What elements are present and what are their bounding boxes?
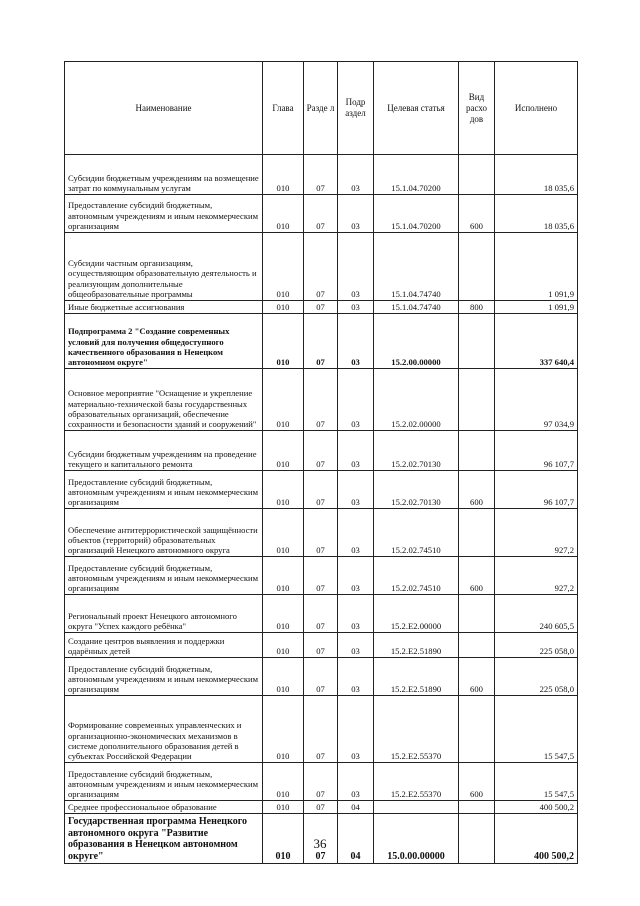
cell-statya: 15.2.02.00000 (374, 369, 459, 431)
cell-glava: 010 (263, 301, 304, 314)
cell-ispolneno: 225 058,0 (495, 633, 578, 658)
cell-statya: 15.1.04.74740 (374, 233, 459, 301)
cell-razdel: 07 (304, 369, 338, 431)
cell-razdel: 07 (304, 696, 338, 763)
table-row (65, 658, 578, 696)
cell-glava: 010 (263, 314, 304, 369)
cell-vid (459, 155, 495, 195)
cell-glava: 010 (263, 155, 304, 195)
cell-ispolneno: 1 091,9 (495, 233, 578, 301)
cell-podrazdel: 03 (338, 233, 374, 301)
cell-ispolneno: 18 035,6 (495, 195, 578, 233)
cell-glava: 010 (263, 658, 304, 696)
table-row (65, 471, 578, 509)
header-statya: Целевая статья (374, 62, 459, 155)
page-number: 36 (313, 836, 327, 851)
cell-podrazdel: 03 (338, 557, 374, 595)
table-row (65, 633, 578, 658)
cell-razdel: 07 (304, 801, 338, 814)
cell-name: Субсидии бюджетным учреждениям на проведение текущего и капитального ремонта (65, 431, 263, 471)
cell-vid: 600 (459, 658, 495, 696)
cell-vid (459, 595, 495, 633)
cell-name: Предоставление субсидий бюджетным, автономным учреждениям и иным некоммерческим организациям (65, 763, 263, 801)
table-header-row (65, 62, 578, 155)
cell-name: Предоставление субсидий бюджетным, автономным учреждениям и иным некоммерческим организациям (65, 195, 263, 233)
cell-razdel: 07 (304, 431, 338, 471)
cell-razdel: 07 (304, 557, 338, 595)
cell-glava: 010 (263, 763, 304, 801)
cell-ispolneno: 96 107,7 (495, 471, 578, 509)
cell-statya: 15.1.04.74740 (374, 301, 459, 314)
cell-ispolneno: 400 500,2 (495, 801, 578, 814)
cell-glava: 010 (263, 509, 304, 557)
cell-podrazdel: 03 (338, 301, 374, 314)
header-podrazdel: Подр аздел (338, 62, 374, 155)
cell-statya: 15.2.E2.00000 (374, 595, 459, 633)
cell-statya: 15.2.02.70130 (374, 471, 459, 509)
cell-ispolneno: 15 547,5 (495, 696, 578, 763)
cell-razdel: 07 (304, 155, 338, 195)
cell-statya: 15.2.E2.55370 (374, 763, 459, 801)
cell-razdel: 07 (304, 233, 338, 301)
cell-name: Подпрограмма 2 "Создание современных условий для получения общедоступного качественного образования в Ненецком автономном округе" (65, 314, 263, 369)
cell-vid: 600 (459, 471, 495, 509)
cell-vid (459, 369, 495, 431)
cell-ispolneno: 927,2 (495, 557, 578, 595)
cell-glava: 010 (263, 595, 304, 633)
table-row (65, 301, 578, 314)
cell-vid: 600 (459, 195, 495, 233)
cell-podrazdel: 03 (338, 195, 374, 233)
cell-ispolneno: 15 547,5 (495, 763, 578, 801)
table-row (65, 195, 578, 233)
cell-glava: 010 (263, 633, 304, 658)
cell-glava: 010 (263, 195, 304, 233)
cell-name: Предоставление субсидий бюджетным, автономным учреждениям и иным некоммерческим организациям (65, 471, 263, 509)
cell-podrazdel: 03 (338, 633, 374, 658)
cell-name: Обеспечение антитеррористической защищённости объектов (территорий) образовательных организаций Ненецкого автономного округа (65, 509, 263, 557)
table-row (65, 801, 578, 814)
cell-vid: 600 (459, 557, 495, 595)
table-row (65, 369, 578, 431)
cell-name: Формирование современных управленческих и организационно-экономических механизмов в системе дополнительного образования детей в субъектах Российской Федерации (65, 696, 263, 763)
cell-vid (459, 509, 495, 557)
cell-statya (374, 801, 459, 814)
cell-ispolneno: 1 091,9 (495, 301, 578, 314)
cell-razdel: 07 (304, 471, 338, 509)
table-row (65, 763, 578, 801)
cell-podrazdel: 03 (338, 509, 374, 557)
cell-glava: 010 (263, 431, 304, 471)
cell-vid: 600 (459, 763, 495, 801)
cell-razdel: 07 (304, 763, 338, 801)
cell-vid (459, 233, 495, 301)
cell-razdel: 07 (304, 195, 338, 233)
cell-razdel: 07 (304, 595, 338, 633)
cell-statya: 15.2.02.74510 (374, 557, 459, 595)
cell-glava: 010 (263, 369, 304, 431)
cell-glava: 010 (263, 801, 304, 814)
cell-glava: 010 (263, 557, 304, 595)
cell-razdel: 07 (304, 314, 338, 369)
cell-podrazdel: 04 (338, 814, 374, 864)
cell-glava: 010 (263, 814, 304, 864)
table-body (65, 155, 578, 864)
header-razdel: Разде л (304, 62, 338, 155)
budget-table (64, 61, 578, 864)
cell-statya: 15.2.E2.55370 (374, 696, 459, 763)
table-row (65, 509, 578, 557)
cell-podrazdel: 03 (338, 763, 374, 801)
cell-name: Субсидии частным организациям, осуществляющим образовательную деятельность и реализующим дополнительные общеобразовательные программы (65, 233, 263, 301)
cell-name: Субсидии бюджетным учреждениям на возмещение затрат по коммунальным услугам (65, 155, 263, 195)
cell-vid (459, 633, 495, 658)
cell-ispolneno: 927,2 (495, 509, 578, 557)
cell-ispolneno: 18 035,6 (495, 155, 578, 195)
cell-statya: 15.1.04.70200 (374, 195, 459, 233)
header-glava: Глава (263, 62, 304, 155)
cell-name: Региональный проект Ненецкого автономного округа "Успех каждого ребёнка" (65, 595, 263, 633)
cell-ispolneno: 400 500,2 (495, 814, 578, 864)
cell-statya: 15.1.04.70200 (374, 155, 459, 195)
cell-statya: 15.2.00.00000 (374, 314, 459, 369)
cell-vid (459, 801, 495, 814)
cell-vid (459, 314, 495, 369)
table-row (65, 557, 578, 595)
cell-name: Основное мероприятие "Оснащение и укрепление материально-технической базы государственных образовательных организаций, обеспечение сохранности и безопасности зданий и сооружений" (65, 369, 263, 431)
cell-razdel: 07 (304, 509, 338, 557)
cell-ispolneno: 337 640,4 (495, 314, 578, 369)
cell-statya: 15.2.E2.51890 (374, 633, 459, 658)
cell-podrazdel: 03 (338, 155, 374, 195)
cell-podrazdel: 03 (338, 314, 374, 369)
cell-podrazdel: 04 (338, 801, 374, 814)
cell-podrazdel: 03 (338, 369, 374, 431)
header-vid: Вид расхо дов (459, 62, 495, 155)
cell-statya: 15.2.02.74510 (374, 509, 459, 557)
table-row (65, 595, 578, 633)
cell-ispolneno: 97 034,9 (495, 369, 578, 431)
cell-podrazdel: 03 (338, 431, 374, 471)
cell-ispolneno: 225 058,0 (495, 658, 578, 696)
cell-statya: 15.2.E2.51890 (374, 658, 459, 696)
cell-ispolneno: 96 107,7 (495, 431, 578, 471)
table-row (65, 314, 578, 369)
cell-vid (459, 696, 495, 763)
table-row (65, 431, 578, 471)
cell-statya: 15.2.02.70130 (374, 431, 459, 471)
cell-glava: 010 (263, 471, 304, 509)
table-row (65, 696, 578, 763)
table-row (65, 155, 578, 195)
header-name: Наименование (65, 62, 263, 155)
cell-razdel: 07 (304, 301, 338, 314)
cell-name: Иные бюджетные ассигнования (65, 301, 263, 314)
cell-podrazdel: 03 (338, 471, 374, 509)
header-ispolneno: Исполнено (495, 62, 578, 155)
cell-name: Государственная программа Ненецкого автономного округа "Развитие образования в Ненецком автономном округе" (65, 814, 263, 864)
cell-name: Предоставление субсидий бюджетным, автономным учреждениям и иным некоммерческим организациям (65, 557, 263, 595)
cell-podrazdel: 03 (338, 658, 374, 696)
cell-statya: 15.0.00.00000 (374, 814, 459, 864)
cell-podrazdel: 03 (338, 696, 374, 763)
cell-vid (459, 431, 495, 471)
cell-name: Среднее профессиональное образование (65, 801, 263, 814)
cell-glava: 010 (263, 233, 304, 301)
table-row (65, 233, 578, 301)
cell-razdel: 07 (304, 658, 338, 696)
cell-glava: 010 (263, 696, 304, 763)
cell-podrazdel: 03 (338, 595, 374, 633)
cell-name: Создание центров выявления и поддержки одарённых детей (65, 633, 263, 658)
cell-vid: 800 (459, 301, 495, 314)
cell-razdel: 07 (304, 633, 338, 658)
cell-razdel: 07 (304, 814, 338, 864)
cell-name: Предоставление субсидий бюджетным, автономным учреждениям и иным некоммерческим организациям (65, 658, 263, 696)
cell-ispolneno: 240 605,5 (495, 595, 578, 633)
